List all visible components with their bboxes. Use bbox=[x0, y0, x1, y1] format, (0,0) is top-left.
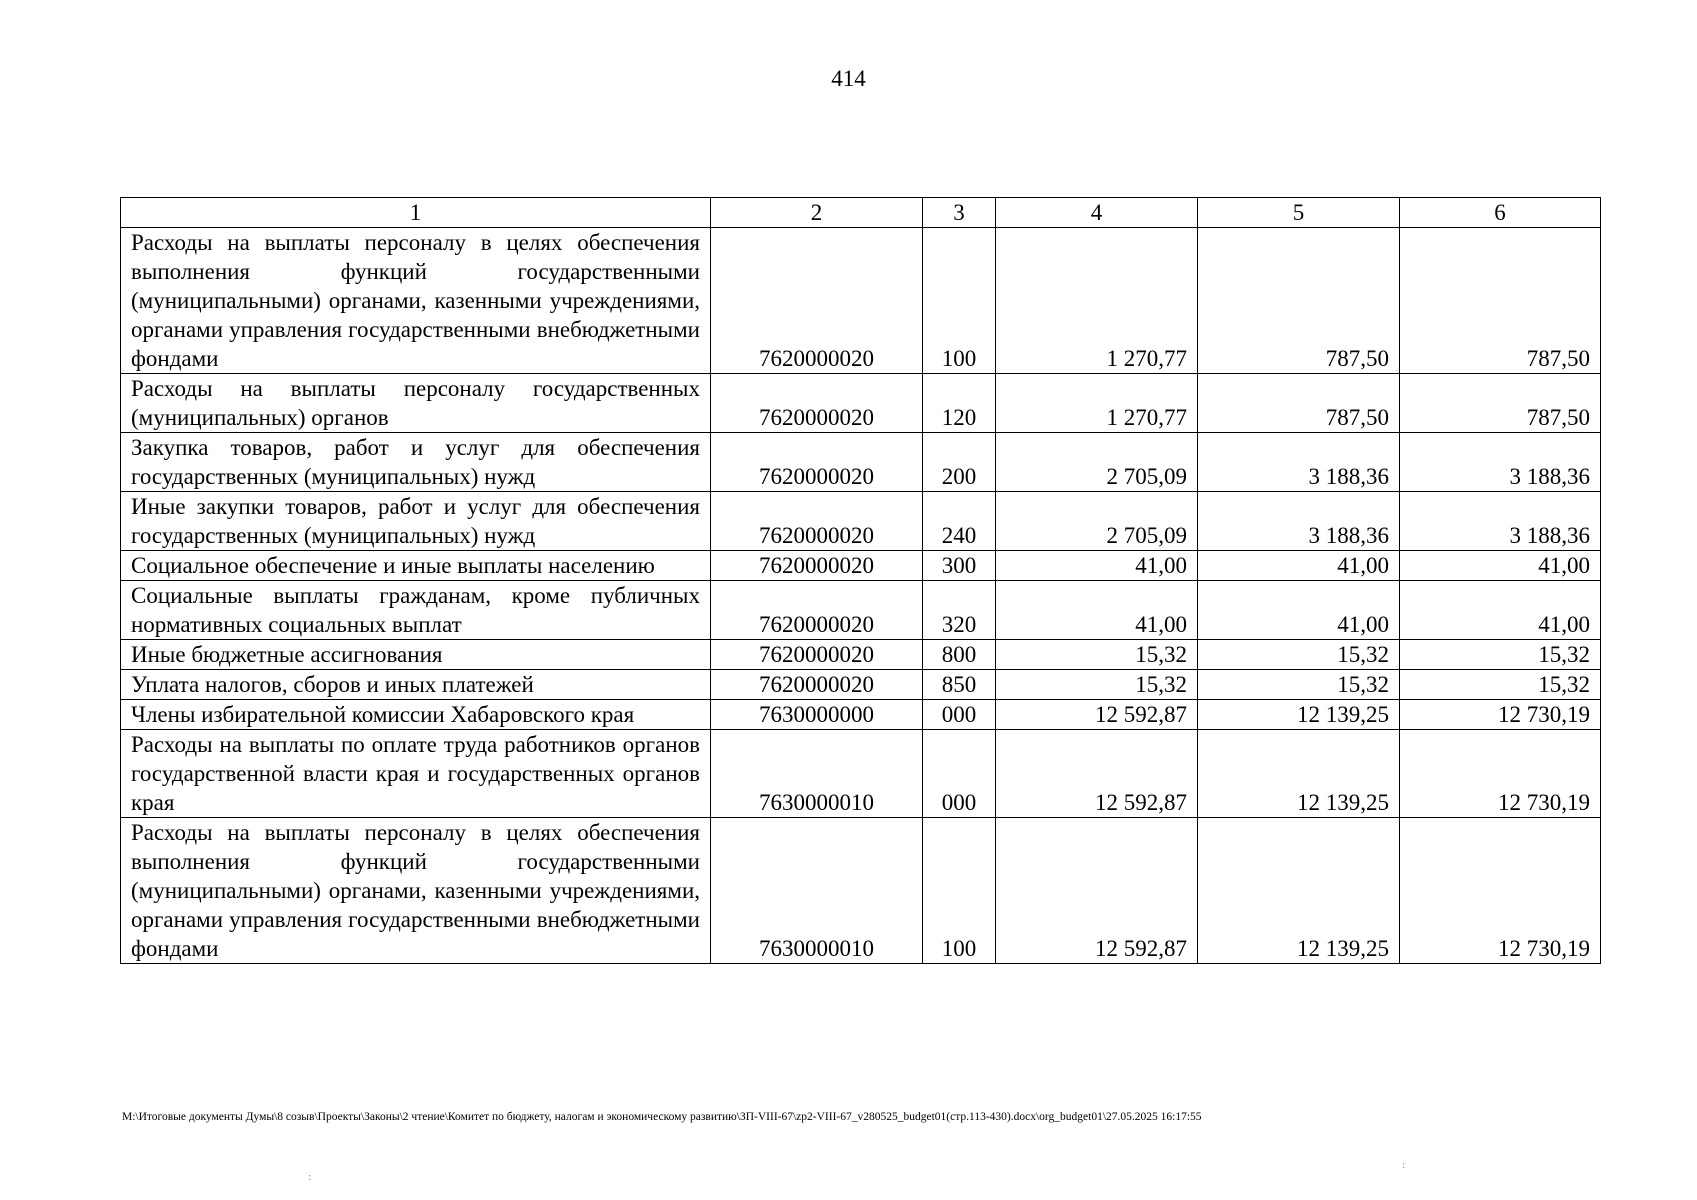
row-value-5: 12 139,25 bbox=[1198, 700, 1400, 730]
row-value-6: 12 730,19 bbox=[1400, 730, 1601, 818]
row-expense-type: 120 bbox=[923, 374, 996, 433]
row-name: Члены избирательной комиссии Хабаровского края bbox=[121, 700, 711, 730]
row-value-6: 787,50 bbox=[1400, 374, 1601, 433]
table-row bbox=[121, 492, 1601, 551]
row-value-4: 2 705,09 bbox=[996, 492, 1198, 551]
row-expense-type: 100 bbox=[923, 228, 996, 374]
table-row bbox=[121, 700, 1601, 730]
row-value-4: 41,00 bbox=[996, 581, 1198, 640]
row-value-5: 15,32 bbox=[1198, 670, 1400, 700]
row-name: Расходы на выплаты персоналу в целях обеспечения выполнения функций государственными (муниципальными) органами, казенными учреждениями, органами управления государственными внебюджетными фондами bbox=[121, 818, 711, 964]
table-row bbox=[121, 551, 1601, 581]
row-value-6: 12 730,19 bbox=[1400, 700, 1601, 730]
row-value-5: 3 188,36 bbox=[1198, 492, 1400, 551]
table-row bbox=[121, 670, 1601, 700]
row-name: Расходы на выплаты персоналу государственных (муниципальных) органов bbox=[121, 374, 711, 433]
row-expense-type: 850 bbox=[923, 670, 996, 700]
row-target-code: 7620000020 bbox=[711, 374, 923, 433]
table-row bbox=[121, 433, 1601, 492]
row-name: Закупка товаров, работ и услуг для обеспечения государственных (муниципальных) нужд bbox=[121, 433, 711, 492]
row-value-4: 12 592,87 bbox=[996, 700, 1198, 730]
row-expense-type: 320 bbox=[923, 581, 996, 640]
row-name: Иные закупки товаров, работ и услуг для обеспечения государственных (муниципальных) нужд bbox=[121, 492, 711, 551]
row-target-code: 7630000010 bbox=[711, 730, 923, 818]
row-expense-type: 000 bbox=[923, 700, 996, 730]
row-name: Расходы на выплаты персоналу в целях обеспечения выполнения функций государственными (муниципальными) органами, казенными учреждениями, органами управления государственными внебюджетными фондами bbox=[121, 228, 711, 374]
row-expense-type: 800 bbox=[923, 640, 996, 670]
row-value-6: 3 188,36 bbox=[1400, 433, 1601, 492]
table-row bbox=[121, 581, 1601, 640]
row-value-6: 3 188,36 bbox=[1400, 492, 1601, 551]
row-value-4: 1 270,77 bbox=[996, 374, 1198, 433]
row-expense-type: 240 bbox=[923, 492, 996, 551]
row-expense-type: 200 bbox=[923, 433, 996, 492]
row-target-code: 7620000020 bbox=[711, 551, 923, 581]
row-value-6: 12 730,19 bbox=[1400, 818, 1601, 964]
row-target-code: 7620000020 bbox=[711, 640, 923, 670]
row-value-6: 15,32 bbox=[1400, 670, 1601, 700]
row-value-5: 787,50 bbox=[1198, 374, 1400, 433]
column-header: 3 bbox=[923, 198, 996, 228]
column-header: 4 bbox=[996, 198, 1198, 228]
row-name: Социальное обеспечение и иные выплаты населению bbox=[121, 551, 711, 581]
row-value-5: 12 139,25 bbox=[1198, 730, 1400, 818]
column-header: 2 bbox=[711, 198, 923, 228]
row-expense-type: 300 bbox=[923, 551, 996, 581]
row-value-6: 41,00 bbox=[1400, 551, 1601, 581]
table-row bbox=[121, 640, 1601, 670]
footer-file-path: M:\Итоговые документы Думы\8 созыв\Проекты\Законы\2 чтение\Комитет по бюджету, налогам и экономическому развитию\ЗП-VIII-67\zp2-VIII-67_v280525_budget01(стр.113-430).docx\org_budget01\27.05.2025 16:17:55 bbox=[122, 1111, 1202, 1123]
row-value-5: 12 139,25 bbox=[1198, 818, 1400, 964]
row-name: Социальные выплаты гражданам, кроме публичных нормативных социальных выплат bbox=[121, 581, 711, 640]
table-row bbox=[121, 730, 1601, 818]
column-header: 1 bbox=[121, 198, 711, 228]
row-value-4: 12 592,87 bbox=[996, 730, 1198, 818]
page-number: 414 bbox=[831, 66, 866, 91]
row-expense-type: 000 bbox=[923, 730, 996, 818]
row-value-4: 1 270,77 bbox=[996, 228, 1198, 374]
row-value-6: 787,50 bbox=[1400, 228, 1601, 374]
row-value-5: 41,00 bbox=[1198, 581, 1400, 640]
row-target-code: 7630000010 bbox=[711, 818, 923, 964]
row-target-code: 7620000020 bbox=[711, 581, 923, 640]
budget-table bbox=[120, 197, 1601, 964]
table-row bbox=[121, 228, 1601, 374]
row-value-5: 787,50 bbox=[1198, 228, 1400, 374]
row-value-6: 15,32 bbox=[1400, 640, 1601, 670]
row-value-5: 15,32 bbox=[1198, 640, 1400, 670]
row-name: Иные бюджетные ассигнования bbox=[121, 640, 711, 670]
row-expense-type: 100 bbox=[923, 818, 996, 964]
row-value-6: 41,00 bbox=[1400, 581, 1601, 640]
row-target-code: 7620000020 bbox=[711, 433, 923, 492]
column-header: 5 bbox=[1198, 198, 1400, 228]
row-target-code: 7620000020 bbox=[711, 492, 923, 551]
table-header-row bbox=[121, 198, 1601, 228]
row-target-code: 7630000000 bbox=[711, 700, 923, 730]
row-value-4: 15,32 bbox=[996, 640, 1198, 670]
row-value-5: 3 188,36 bbox=[1198, 433, 1400, 492]
row-name: Расходы на выплаты по оплате труда работников органов государственной власти края и государственных органов края bbox=[121, 730, 711, 818]
row-target-code: 7620000020 bbox=[711, 228, 923, 374]
table-row bbox=[121, 374, 1601, 433]
row-value-4: 41,00 bbox=[996, 551, 1198, 581]
row-value-4: 12 592,87 bbox=[996, 818, 1198, 964]
margin-mark-left: : bbox=[308, 1172, 312, 1183]
row-name: Уплата налогов, сборов и иных платежей bbox=[121, 670, 711, 700]
row-value-5: 41,00 bbox=[1198, 551, 1400, 581]
margin-mark-right: : bbox=[1402, 1160, 1406, 1171]
table-row bbox=[121, 818, 1601, 964]
row-value-4: 2 705,09 bbox=[996, 433, 1198, 492]
column-header: 6 bbox=[1400, 198, 1601, 228]
row-target-code: 7620000020 bbox=[711, 670, 923, 700]
row-value-4: 15,32 bbox=[996, 670, 1198, 700]
